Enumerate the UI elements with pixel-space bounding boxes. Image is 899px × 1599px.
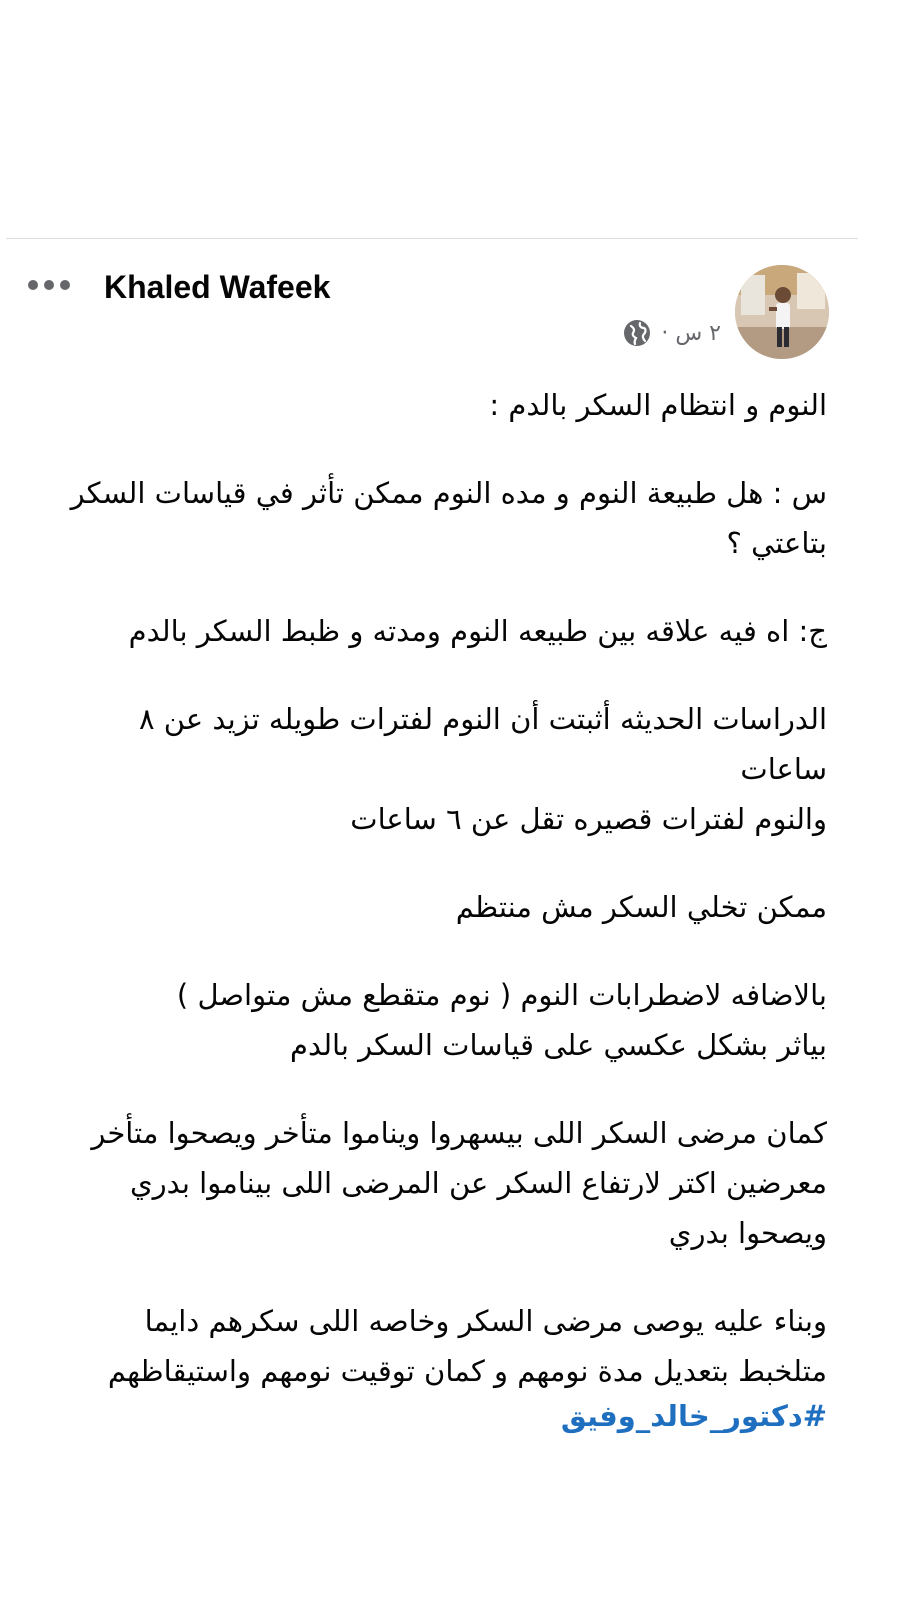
more-options-button[interactable] (28, 276, 76, 294)
post-paragraph: س : هل طبيعة النوم و مده النوم ممكن تأثر في قياسات السكر بتاعتي ؟ (70, 476, 827, 560)
post-body (67, 380, 827, 1434)
post-paragraph: ممكن تخلي السكر مش منتظم (455, 890, 827, 924)
post-paragraph: الدراسات الحديثه أثبتت أن النوم لفترات طويله تزيد عن ٨ ساعات والنوم لفترات قصيره تقل عن ٦ ساعات (138, 702, 827, 836)
more-dot (44, 280, 54, 290)
more-dot (60, 280, 70, 290)
post-paragraph: بالاضافه لاضطرابات النوم ( نوم متقطع مش متواصل ) بياثر بشكل عكسي على قياسات السكر بالدم (176, 978, 827, 1062)
author-name[interactable]: Khaled Wafeek (104, 269, 331, 305)
post-timestamp[interactable]: ٢ س · (661, 320, 721, 346)
post-paragraph: كمان مرضى السكر اللى بيسهروا ويناموا متأخر ويصحوا متأخر معرضين اكتر لارتفاع السكر عن المرضى اللى بيناموا بدري ويصحوا بدري (91, 1116, 827, 1250)
globe-icon[interactable] (623, 319, 651, 347)
top-divider (6, 238, 858, 239)
post-meta (623, 318, 721, 348)
post-paragraph: ج: اه فيه علاقه بين طبيعه النوم ومدته و ظبط السكر بالدم (128, 614, 827, 648)
post-paragraph: وبناء عليه يوصى مرضى السكر وخاصه اللى سكرهم دايما متلخبط بتعديل مدة نومهم و كمان توقيت نومهم واستيقاظهم (107, 1304, 827, 1388)
avatar-photo (735, 265, 829, 359)
avatar[interactable] (735, 265, 829, 359)
hashtag-link[interactable]: #دكتور_خالد_وفيق (560, 1399, 827, 1433)
more-horizontal-icon (28, 280, 38, 290)
post-paragraph: النوم و انتظام السكر بالدم : (489, 388, 827, 422)
